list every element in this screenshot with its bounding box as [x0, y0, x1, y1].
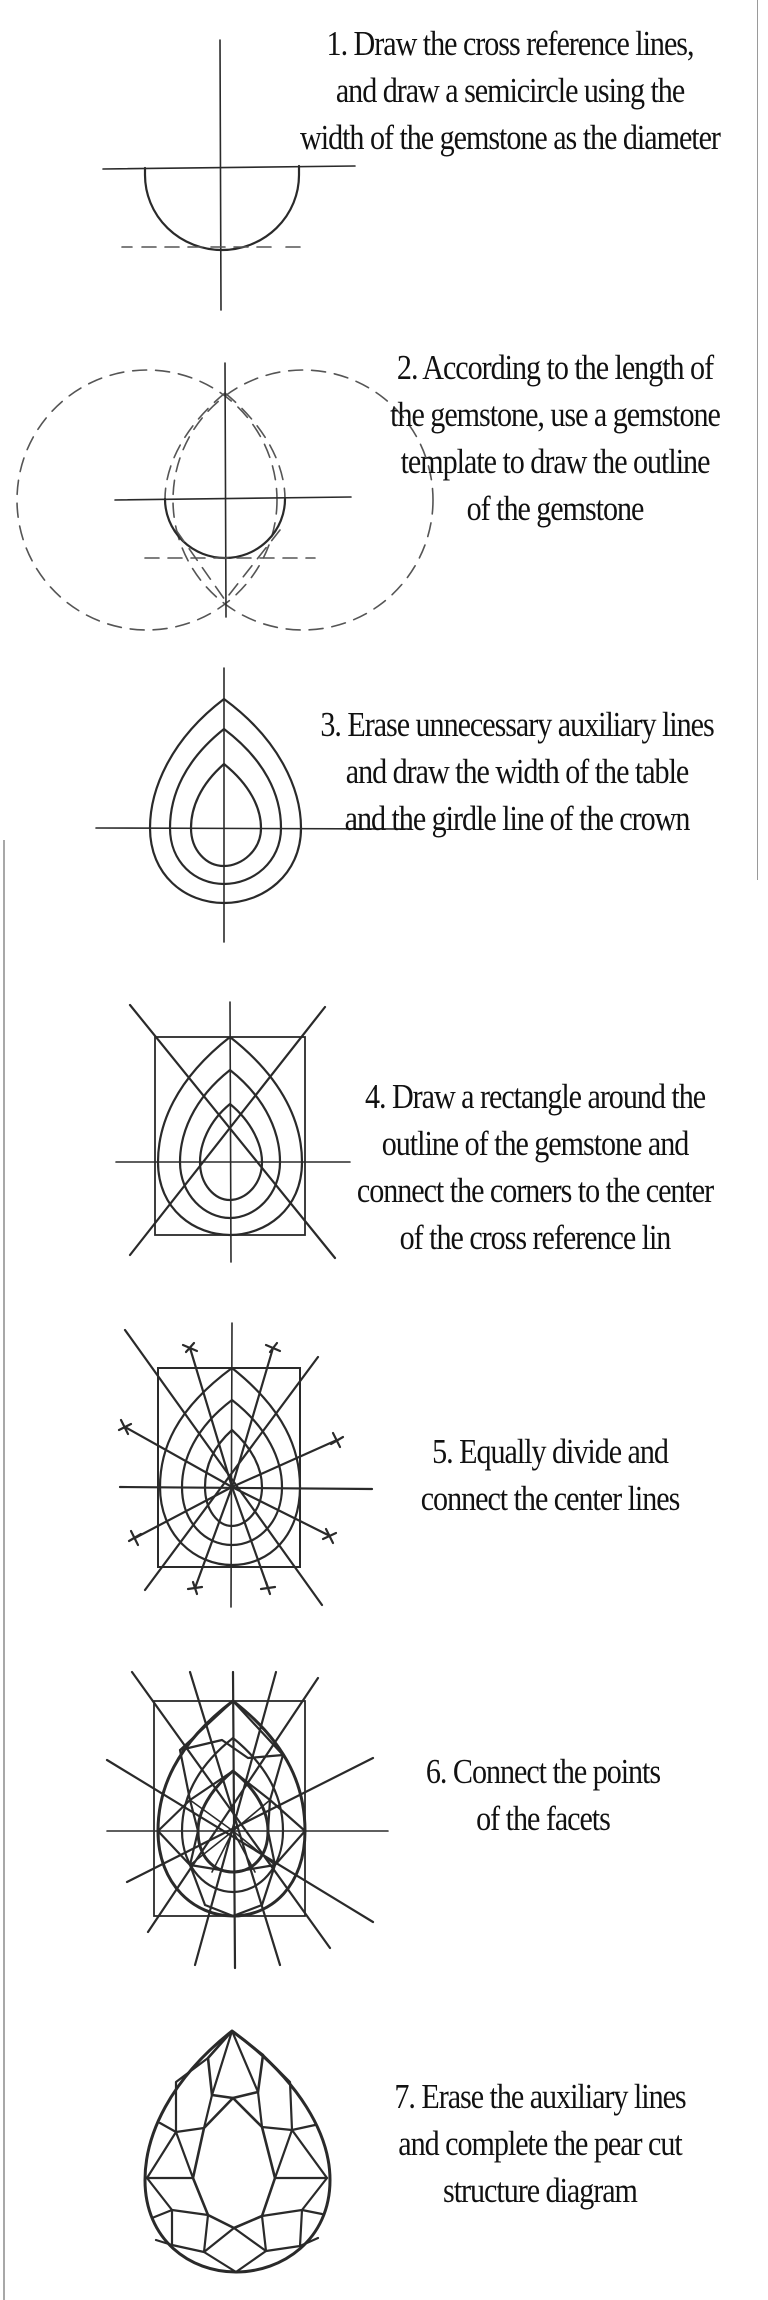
- caption-line: and draw the width of the table: [345, 752, 689, 791]
- caption-line: 6. Connect the points: [425, 1752, 661, 1791]
- caption-line: of the cross reference lin: [399, 1218, 671, 1257]
- caption-line: of the gemstone: [466, 489, 644, 528]
- caption-line: 3. Erase unnecessary auxiliary lines: [320, 705, 714, 744]
- caption-line: and the girdle line of the crown: [344, 799, 690, 838]
- caption-line: template to draw the outline: [400, 442, 710, 481]
- caption-line: and draw a semicircle using the: [335, 71, 685, 110]
- caption-line: 2. According to the length of: [396, 348, 714, 387]
- step-7-caption: [359, 2073, 720, 2214]
- caption-line: and complete the pear cut: [398, 2124, 682, 2163]
- caption-line: structure diagram: [443, 2171, 637, 2210]
- caption-line: connect the corners to the center: [356, 1171, 714, 1210]
- pear-cut-diagram: [145, 2031, 330, 2272]
- caption-line: 7. Erase the auxiliary lines: [394, 2077, 686, 2116]
- caption-line: 4. Draw a rectangle around the: [364, 1077, 706, 1116]
- caption-line: connect the center lines: [420, 1479, 680, 1518]
- caption-line: width of the gemstone as the diameter: [300, 118, 720, 157]
- caption-line: the gemstone, use a gemstone: [390, 395, 720, 434]
- caption-line: of the facets: [476, 1799, 610, 1838]
- caption-line: 1. Draw the cross reference lines,: [326, 24, 694, 63]
- caption-line: outline of the gemstone and: [381, 1124, 689, 1163]
- caption-line: 5. Equally divide and: [432, 1432, 668, 1471]
